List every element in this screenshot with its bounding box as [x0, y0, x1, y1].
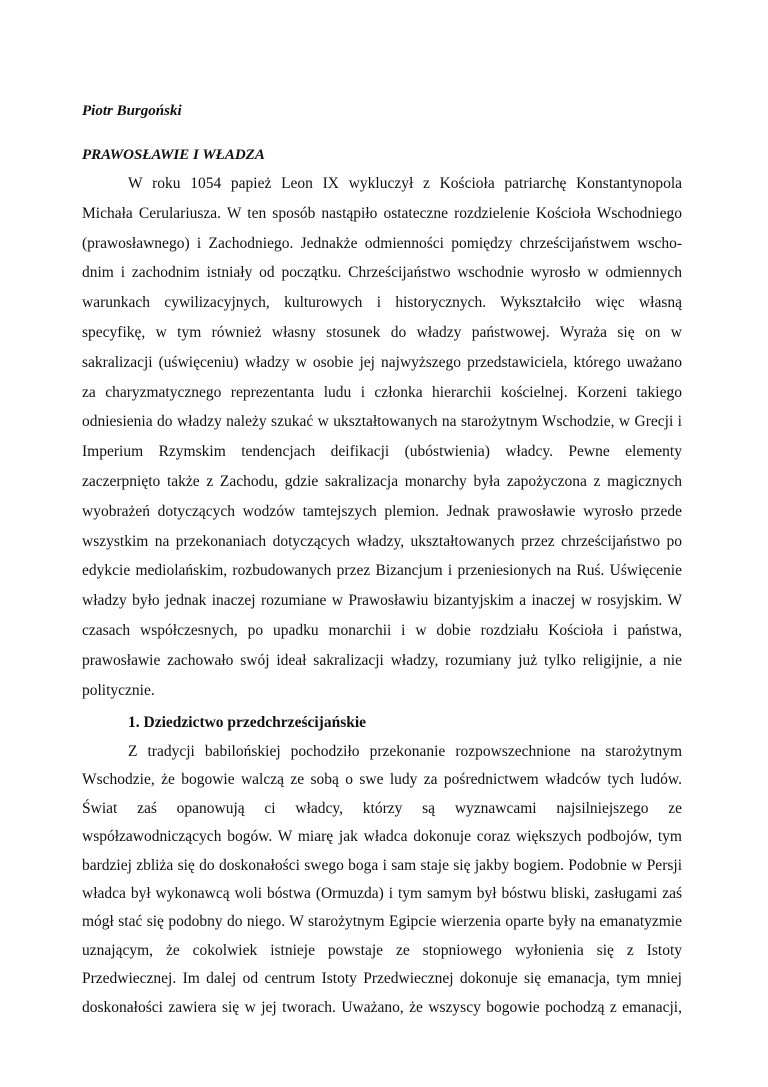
- intro-paragraph: [82, 174, 682, 710]
- text-line: (prawosławnego) i Zachodniego. Jednakże odmienności pomiędzy chrześcijaństwem wscho-: [82, 234, 682, 252]
- text-line: czasach współczesnych, po upadku monarchii i w dobie rozdziału Kościoła i państwa,: [82, 621, 682, 639]
- text-line: sakralizacji (uświęceniu) władzy w osobie jej najwyższego przedstawiciela, którego uważano: [82, 353, 682, 371]
- text-line: dnim i zachodnim istniały od początku. Chrześcijaństwo wschodnie wyrosło w odmiennych: [82, 264, 682, 282]
- text-line: prawosławie zachowało swój ideał sakralizacji władzy, rozumiany już tylko religijnie, a nie: [82, 651, 682, 669]
- text-line: Michała Cerulariusza. W ten sposób nastąpiło ostateczne rozdzielenie Kościoła Wschodniego: [82, 204, 682, 222]
- text-line: specyfikę, w tym również własny stosunek do władzy państwowej. Wyraża się on w: [82, 323, 682, 341]
- text-line: wszystkim na przekonaniach dotyczących władzy, ukształtowanych przez chrześcijaństwo po: [82, 532, 682, 550]
- text-line: władzy było jednak inaczej rozumiane w Prawosławiu bizantyjskim a inaczej w rosyjskim. W: [82, 592, 682, 610]
- text-line: uznającym, że cokolwiek istnieje powstaje ze stopniowego wyłonienia się z Istoty: [82, 941, 682, 959]
- text-line: Wschodzie, że bogowie walczą ze sobą o swe ludy za pośrednictwem władców tych ludów.: [82, 771, 682, 789]
- text-line: W roku 1054 papież Leon IX wykluczył z Kościoła patriarchę Konstantynopola: [128, 175, 682, 192]
- text-line: odniesienia do władzy należy szukać w ukształtowanych na starożytnym Wschodzie, w Grecji i: [82, 413, 682, 431]
- text-line: Z tradycji babilońskiej pochodziło przekonanie rozpowszechnione na starożytnym: [128, 743, 682, 760]
- text-line: doskonałości zawiera się w jej tworach. Uważano, że wszyscy bogowie pochodzą z emanacji,: [82, 998, 682, 1016]
- section-heading: 1. Dziedzictwo przedchrześcijańskie: [128, 714, 367, 731]
- text-line: współzawodniczących bogów. W miarę jak władca dokonuje coraz większych podbojów, tym: [82, 828, 682, 846]
- text-line: Świat zaś opanowują ci władcy, którzy są wyznawcami najsilniejszego ze: [82, 799, 682, 817]
- text-line: Imperium Rzymskim tendencjach deifikacji (ubóstwienia) władcy. Pewne elementy: [82, 443, 682, 461]
- text-line: wyobrażeń dotyczących wodzów tamtejszych plemion. Jednak prawosławie wyrosło przede: [82, 502, 682, 520]
- text-line: edykcie mediolańskim, rozbudowanych przez Bizancjum i przeniesionych na Ruś. Uświęcenie: [82, 562, 682, 580]
- text-line: warunkach cywilizacyjnych, kulturowych i historycznych. Wykształciło więc własną: [82, 294, 682, 312]
- author-name: Piotr Burgoński: [82, 103, 182, 119]
- text-line: władca był wykonawcą woli bóstwa (Ormuzda) i tym samym był bóstwu bliski, zasługami zaś: [82, 884, 682, 902]
- text-line: politycznie.: [82, 681, 155, 699]
- document-title: PRAWOSŁAWIE I WŁADZA: [82, 147, 265, 163]
- text-line: Przedwiecznej. Im dalej od centrum Istoty Przedwiecznej dokonuje się emanacja, tym mniej: [82, 970, 682, 988]
- text-line: za charyzmatycznego reprezentanta ludu i członka hierarchii kościelnej. Korzeni takiego: [82, 383, 682, 401]
- section1-paragraph: [82, 742, 682, 1026]
- text-line: bardziej zbliża się do doskonałości swego boga i sam staje się jakby bogiem. Podobnie w Persji: [82, 856, 682, 874]
- text-line: mógł stać się podobny do niego. W starożytnym Egipcie wierzenia oparte były na emanatyzmie: [82, 913, 682, 931]
- text-line: zaczerpnięto także z Zachodu, gdzie sakralizacja monarchy była zapożyczona z magicznych: [82, 472, 682, 490]
